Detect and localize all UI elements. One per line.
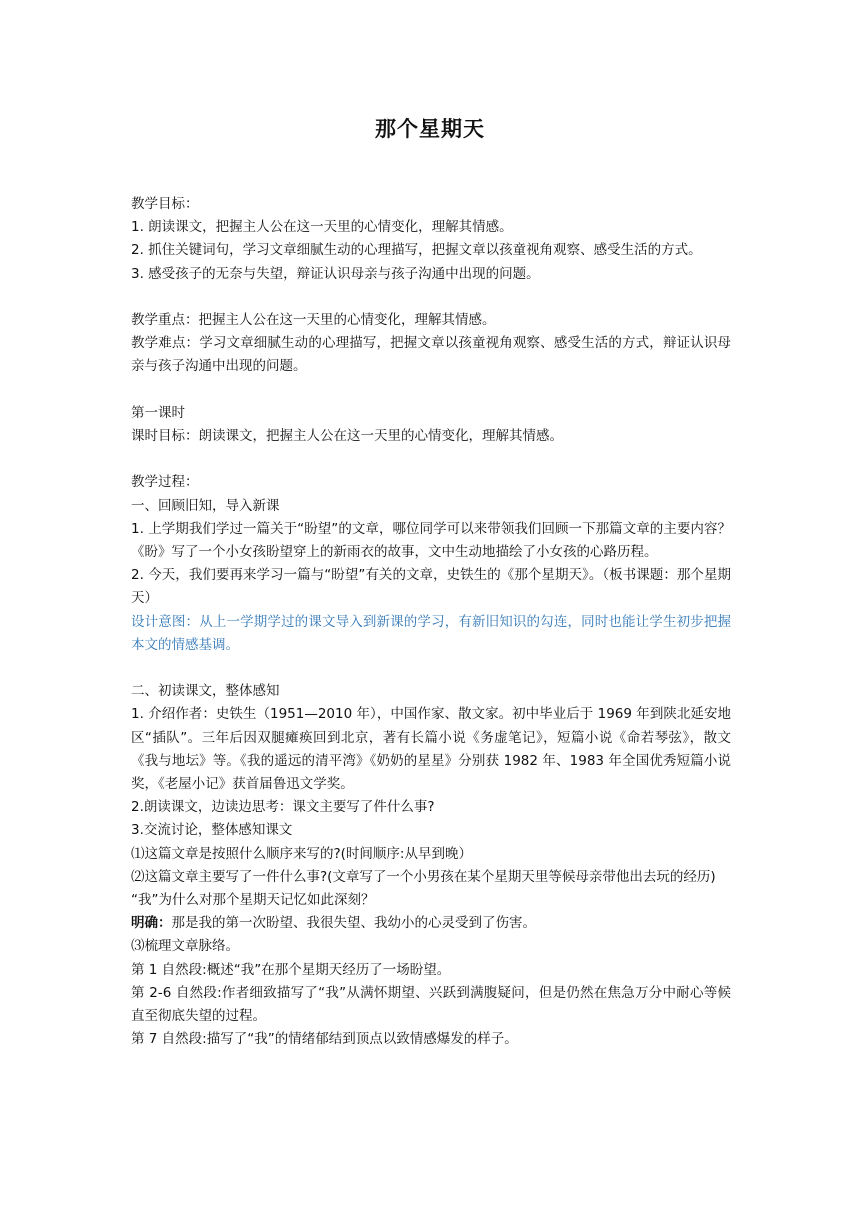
objective-3: 3. 感受孩子的无奈与失望，辩证认识母亲与孩子沟通中出现的问题。 xyxy=(131,265,540,282)
clarify-text: 那是我的第一次盼望、我很失望、我幼小的心灵受到了伤害。 xyxy=(171,915,536,932)
paragraph-2-6-summary: 第 2-6 自然段:作者细致描写了“我”从满怀期望、兴跃到满腹疑问，但是仍然在焦急万分中耐心等候直至彻底失望的过程。 xyxy=(131,984,731,1025)
difficulty: 教学难点：学习文章细腻生动的心理描写，把握文章以孩童视角观察、感受生活的方式，辩证认识母亲与孩子沟通中出现的问题。 xyxy=(131,335,731,375)
objective-2: 2. 抓住关键词句，学习文章细腻生动的心理描写，把握文章以孩童视角观察、感受生活的方式。 xyxy=(131,242,702,259)
spacer xyxy=(131,657,731,680)
process-heading: 教学过程： xyxy=(131,474,199,491)
question-1: ⑴这篇文章是按照什么顺序来写的?(时间顺序:从早到晚） xyxy=(131,845,472,862)
section-2-item-1: 1. 介绍作者：史铁生（1951—2010 年），中国作家、散文家。初中毕业后于 1969 年到陕北延安地区“插队”。三年后因双腿瘫痪回到北京，著有长篇小说《务虚笔记》，短篇小说《命若琴弦》，散文《我与地坛》等。《我的遥远的清平湾》《奶奶的星星》分别获 1982 年、1983 年全国优秀短篇小说奖，《老屋小记》获首届鲁迅文学奖。 xyxy=(131,706,731,793)
objectives-heading: 教学目标： xyxy=(131,196,199,212)
section-2-heading: 二、初读课文，整体感知 xyxy=(131,683,280,700)
why-question: “我”为什么对那个星期天记忆如此深刻？ xyxy=(131,892,375,909)
clarify-label: 明确： xyxy=(131,915,172,932)
paragraph-1-summary: 第 1 自然段:概述“我”在那个星期天经历了一场盼望。 xyxy=(131,961,451,978)
document-title: 那个星期天 xyxy=(375,117,485,141)
spacer xyxy=(131,379,731,402)
spacer xyxy=(131,286,731,309)
section-2-item-3: 3.交流讨论，整体感知课文 xyxy=(131,822,293,839)
clarify-paragraph xyxy=(131,912,731,935)
section-2-item-2: 2.朗读课文，边读边思考：课文主要写了件什么事? xyxy=(131,799,435,816)
design-intent: 设计意图：从上一学期学过的课文导入到新课的学习，有新旧知识的勾连，同时也能让学生初步把握本文的情感基调。 xyxy=(131,613,731,653)
lesson-goal: 课时目标：朗读课文，把握主人公在这一天里的心情变化，理解其情感。 xyxy=(131,428,563,444)
lesson-label: 第一课时 xyxy=(131,404,185,421)
question-2: ⑵这篇文章主要写了一件什么事?(文章写了一个小男孩在某个星期天里等候母亲带他出去玩的经历) xyxy=(131,868,716,885)
objective-1: 1. 朗读课文，把握主人公在这一天里的心情变化，理解其情感。 xyxy=(131,219,513,236)
paragraph-7-summary: 第 7 自然段:描写了“我”的情绪郁结到顶点以致情感爆发的样子。 xyxy=(131,1031,518,1048)
section-1-heading: 一、回顾旧知，导入新课 xyxy=(131,497,280,514)
key-point: 教学重点：把握主人公在这一天里的心情变化，理解其情感。 xyxy=(131,312,496,328)
question-3: ⑶梳理文章脉络。 xyxy=(131,938,239,955)
section-1-item-2: 2. 今天，我们要再来学习一篇与“盼望”有关的文章，史铁生的《那个星期天》。（板书课题：那个星期天） xyxy=(131,567,731,607)
spacer xyxy=(131,448,731,471)
document-body xyxy=(131,193,731,1051)
section-1-item-1: 1. 上学期我们学过一篇关于“盼望”的文章，哪位同学可以来带领我们回顾一下那篇文章的主要内容？《盼》写了一个小女孩盼望穿上的新雨衣的故事，文中生动地描绘了小女孩的心路历程。 xyxy=(131,520,731,560)
